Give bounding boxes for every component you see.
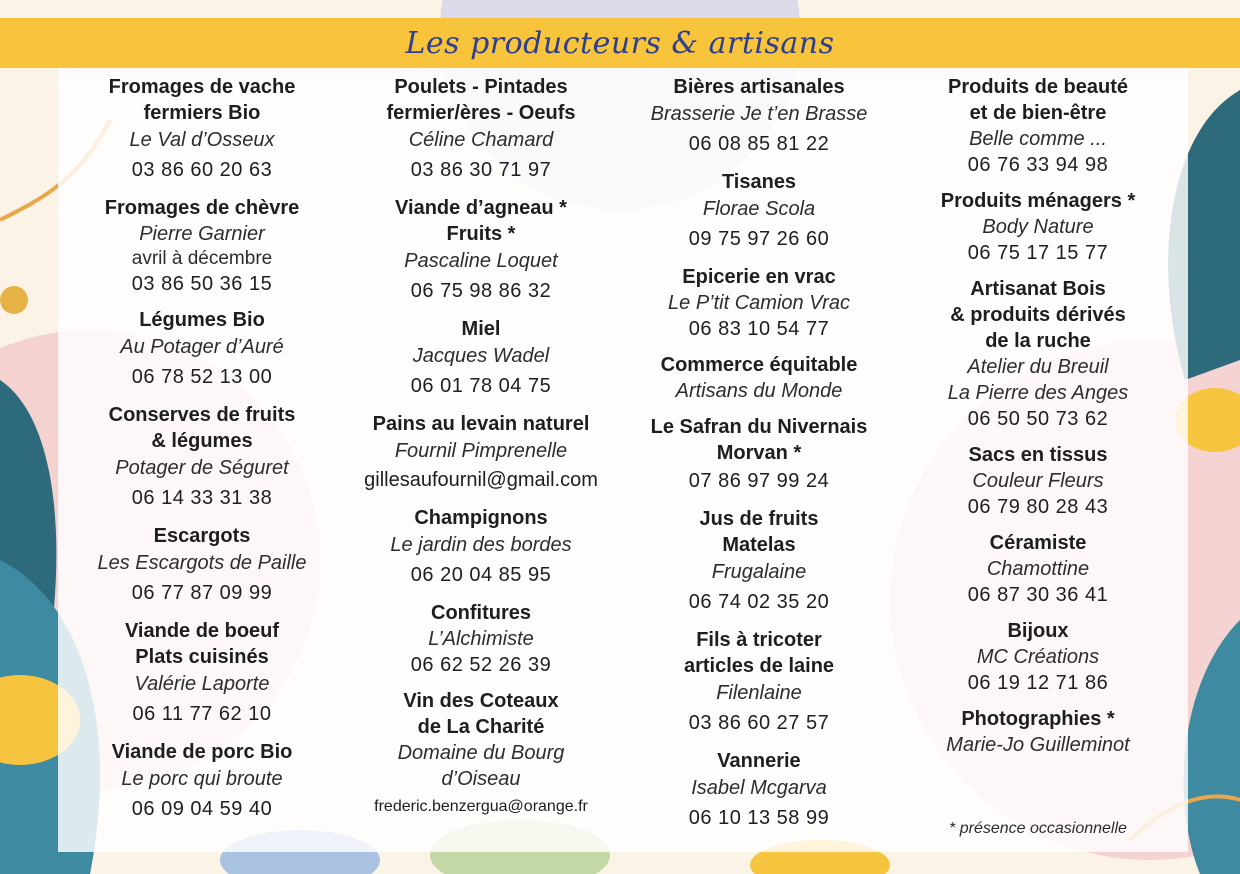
entry: [337, 74, 625, 185]
phone: 03 86 60 27 57: [688, 712, 830, 734]
entry-title: Jus de fruits Matelas: [699, 508, 819, 556]
producer-name: Chamottine: [986, 558, 1090, 580]
entry-title: Fils à tricoter articles de laine: [683, 629, 835, 677]
entry: [615, 169, 903, 254]
producer-name: Le P’tit Camion Vrac: [668, 292, 850, 314]
producer-name: Céline Chamard: [408, 129, 554, 151]
entry: [337, 505, 625, 590]
column-2: [337, 74, 625, 831]
entry-title: Vin des Coteaux de La Charité: [403, 690, 559, 738]
entry: [615, 264, 903, 342]
entry: [894, 618, 1182, 696]
entry-title: Tisanes: [721, 171, 797, 193]
phone: 07 86 97 99 24: [688, 470, 830, 492]
producer-name: Couleur Fleurs: [972, 470, 1104, 492]
producer-name: Potager de Séguret: [115, 457, 289, 479]
producer-name: Domaine du Bourg: [397, 742, 565, 764]
entry-title: Champignons: [414, 507, 548, 529]
entry: [337, 195, 625, 306]
producer-name: Pierre Garnier: [139, 223, 265, 245]
page-title: Les producteurs & artisans: [405, 25, 835, 61]
producer-name: Frugalaine: [711, 561, 807, 583]
phone: 03 86 30 71 97: [410, 159, 552, 181]
producer-name: La Pierre des Anges: [947, 382, 1129, 404]
entry: [337, 600, 625, 678]
column-3: [615, 74, 903, 843]
producer-name: Le porc qui broute: [121, 768, 283, 790]
phone: 06 78 52 13 00: [131, 366, 273, 388]
producer-name: Valérie Laporte: [134, 673, 270, 695]
entry-title: Bières artisanales: [673, 76, 845, 98]
entry: [615, 506, 903, 617]
entry: [615, 627, 903, 738]
entry-title: Légumes Bio: [139, 309, 265, 331]
producer-name: Marie-Jo Guilleminot: [946, 734, 1130, 756]
entry: [337, 411, 625, 495]
entry-title: Bijoux: [1007, 620, 1069, 642]
producer-name: Pascaline Loquet: [404, 250, 558, 272]
producer-name: Brasserie Je t’en Brasse: [650, 103, 868, 125]
entry-title: Viande de porc Bio: [111, 741, 293, 763]
entry-title: Céramiste: [989, 532, 1087, 554]
email: gillesaufournil@gmail.com: [364, 469, 598, 491]
phone: 06 74 02 35 20: [688, 591, 830, 613]
entry: [894, 276, 1182, 432]
producer-name: L’Alchimiste: [428, 628, 534, 650]
entry: [58, 739, 346, 824]
producer-name: Le Val d’Osseux: [129, 129, 275, 151]
entry: [58, 523, 346, 608]
entry-title: Confitures: [431, 602, 531, 624]
phone: 06 10 13 58 99: [688, 807, 830, 829]
title-banner: [0, 18, 1240, 68]
entry: [58, 618, 346, 729]
phone: 03 86 50 36 15: [131, 273, 273, 295]
entry-title: Conserves de fruits & légumes: [108, 404, 296, 452]
producer-name: d’Oiseau: [441, 768, 521, 790]
phone: 06 01 78 04 75: [410, 375, 552, 397]
entry-title: Escargots: [153, 525, 251, 547]
entry-title: Fromages de chèvre: [104, 197, 300, 219]
entry: [58, 307, 346, 392]
phone: 06 76 33 94 98: [967, 154, 1109, 176]
producer-name: Fournil Pimprenelle: [394, 440, 568, 462]
phone: 06 20 04 85 95: [410, 564, 552, 586]
entry-title: Miel: [461, 318, 501, 340]
entry-title: Le Safran du Nivernais Morvan *: [650, 416, 868, 464]
producer-name: Artisans du Monde: [675, 380, 843, 402]
column-4: [894, 74, 1182, 768]
entry: [894, 442, 1182, 520]
entry: [894, 530, 1182, 608]
entry: [615, 414, 903, 496]
phone: 09 75 97 26 60: [688, 228, 830, 250]
entry: [337, 316, 625, 401]
producer-name: Au Potager d’Auré: [120, 336, 284, 358]
entry: [615, 748, 903, 833]
producer-name: Isabel Mcgarva: [691, 777, 827, 799]
producer-name: Atelier du Breuil: [967, 356, 1109, 378]
entry-title: Produits ménagers *: [940, 190, 1136, 212]
email: frederic.benzergua@orange.fr: [374, 798, 588, 815]
entry: [894, 706, 1182, 758]
entry-title: Fromages de vache fermiers Bio: [108, 76, 296, 124]
phone: 06 87 30 36 41: [967, 584, 1109, 606]
producer-name: Les Escargots de Paille: [97, 552, 307, 574]
phone: 06 75 98 86 32: [410, 280, 552, 302]
entry-title: Artisanat Bois & produits dérivés de la ruche: [950, 278, 1126, 352]
phone: 06 83 10 54 77: [688, 318, 830, 340]
phone: 06 50 50 73 62: [967, 408, 1109, 430]
column-1: [58, 74, 346, 834]
entry: [58, 402, 346, 513]
producer-name: Body Nature: [982, 216, 1094, 238]
phone: 06 11 77 62 10: [132, 703, 272, 725]
entry-title: Viande d’agneau * Fruits *: [395, 197, 567, 245]
entry-title: Photographies *: [961, 708, 1115, 730]
entry: [615, 352, 903, 404]
producer-name: Jacques Wadel: [412, 345, 550, 367]
entry-title: Commerce équitable: [660, 354, 858, 376]
producer-name: Filenlaine: [716, 682, 802, 704]
entry: [58, 74, 346, 185]
phone: 06 77 87 09 99: [131, 582, 273, 604]
availability-note: avril à décembre: [131, 248, 273, 269]
phone: 03 86 60 20 63: [131, 159, 273, 181]
phone: 06 08 85 81 22: [688, 133, 830, 155]
phone: 06 19 12 71 86: [967, 672, 1109, 694]
phone: 06 75 17 15 77: [967, 242, 1109, 264]
phone: 06 62 52 26 39: [410, 654, 552, 676]
entry: [58, 195, 346, 297]
producer-name: MC Créations: [976, 646, 1100, 668]
entry: [615, 74, 903, 159]
entry-title: Vannerie: [717, 750, 801, 772]
entry-title: Sacs en tissus: [968, 444, 1108, 466]
phone: 06 14 33 31 38: [131, 487, 273, 509]
producer-name: Florae Scola: [702, 198, 816, 220]
entry-title: Epicerie en vrac: [682, 266, 836, 288]
entry: [894, 74, 1182, 178]
phone: 06 09 04 59 40: [131, 798, 273, 820]
entry: [894, 188, 1182, 266]
entry-title: Pains au levain naturel: [372, 413, 590, 435]
producer-name: Belle comme ...: [969, 128, 1107, 150]
phone: 06 79 80 28 43: [967, 496, 1109, 518]
footnote: * présence occasionnelle: [949, 820, 1127, 837]
producer-name: Le jardin des bordes: [390, 534, 572, 556]
entry-title: Viande de boeuf Plats cuisinés: [124, 620, 280, 668]
entry-title: Produits de beauté et de bien-être: [947, 76, 1129, 124]
entry: [337, 688, 625, 821]
entry-title: Poulets - Pintades fermier/ères - Oeufs: [386, 76, 576, 124]
